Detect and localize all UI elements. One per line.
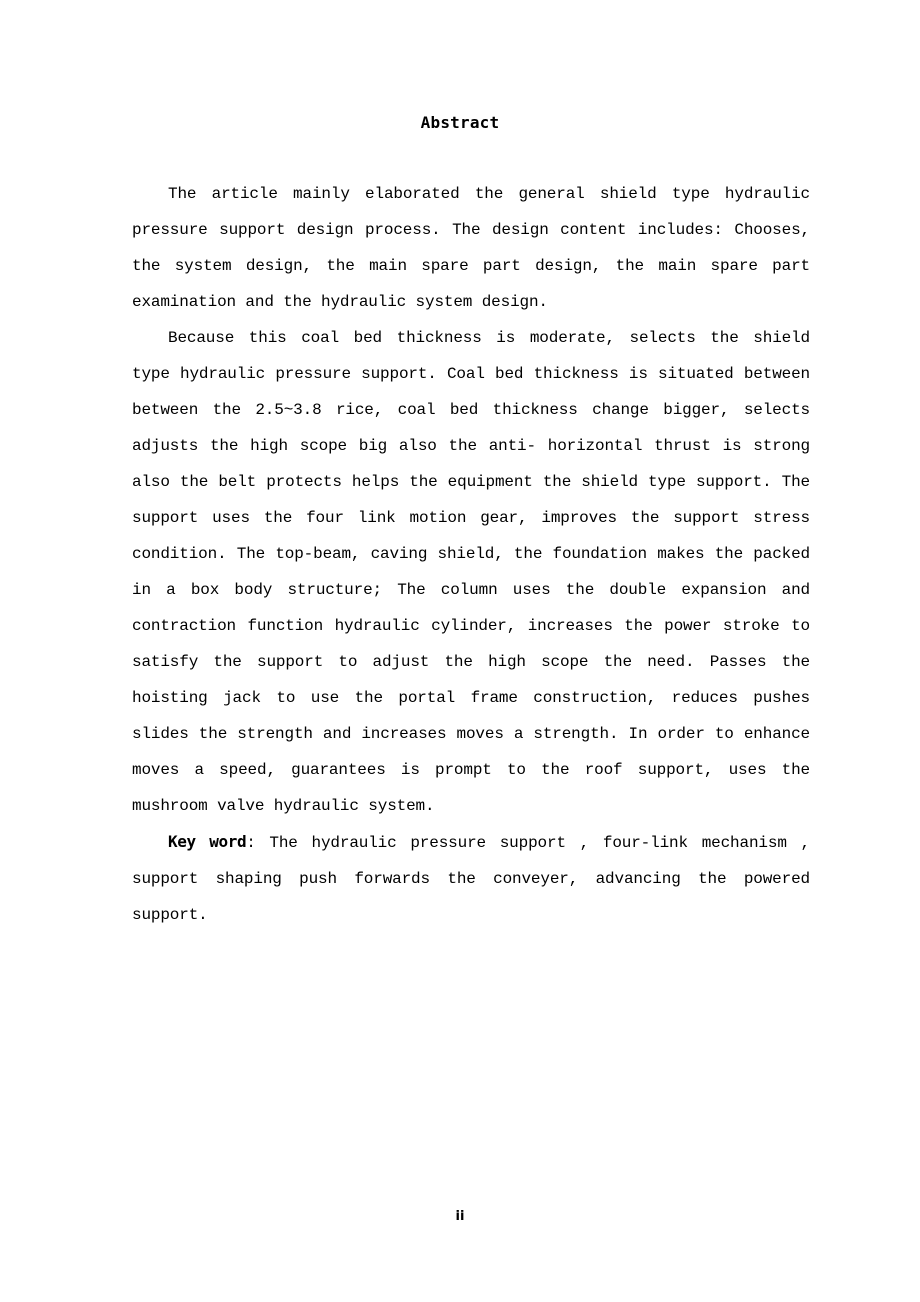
page-number: ii	[455, 1209, 465, 1224]
keywords-text: : The hydraulic pressure support , four-link mechanism , support shaping push forwards the conveyer, advancing the powered support.	[132, 834, 810, 924]
abstract-paragraph-2: Because this coal bed thickness is moderate, selects the shield type hydraulic pressure support. Coal bed thickness is situated between between the 2.5~3.8 rice, coal bed thickness change bigger, selects adjusts the high scope big also the anti- horizontal thrust is strong also the belt protects helps the equipment the shield type support. The support uses the four link motion gear, improves the support stress condition. The top-beam, caving shield, the foundation makes the packed in a box body structure; The column uses the double expansion and contraction function hydraulic cylinder, increases the power stroke to satisfy the support to adjust the high scope the need. Passes the hoisting jack to use the portal frame construction, reduces pushes slides the strength and increases moves a strength. In order to enhance moves a speed, guarantees is prompt to the roof support, uses the mushroom valve hydraulic system.	[132, 329, 810, 815]
abstract-title: Abstract	[420, 113, 500, 132]
keywords-label: Key word	[168, 832, 247, 851]
abstract-body	[132, 176, 810, 933]
keywords-paragraph	[132, 824, 810, 933]
abstract-paragraph-1: The article mainly elaborated the general shield type hydraulic pressure support design process. The design content includes: Chooses, the system design, the main spare part design, the main spare part examination and the hydraulic system design.	[132, 185, 810, 311]
